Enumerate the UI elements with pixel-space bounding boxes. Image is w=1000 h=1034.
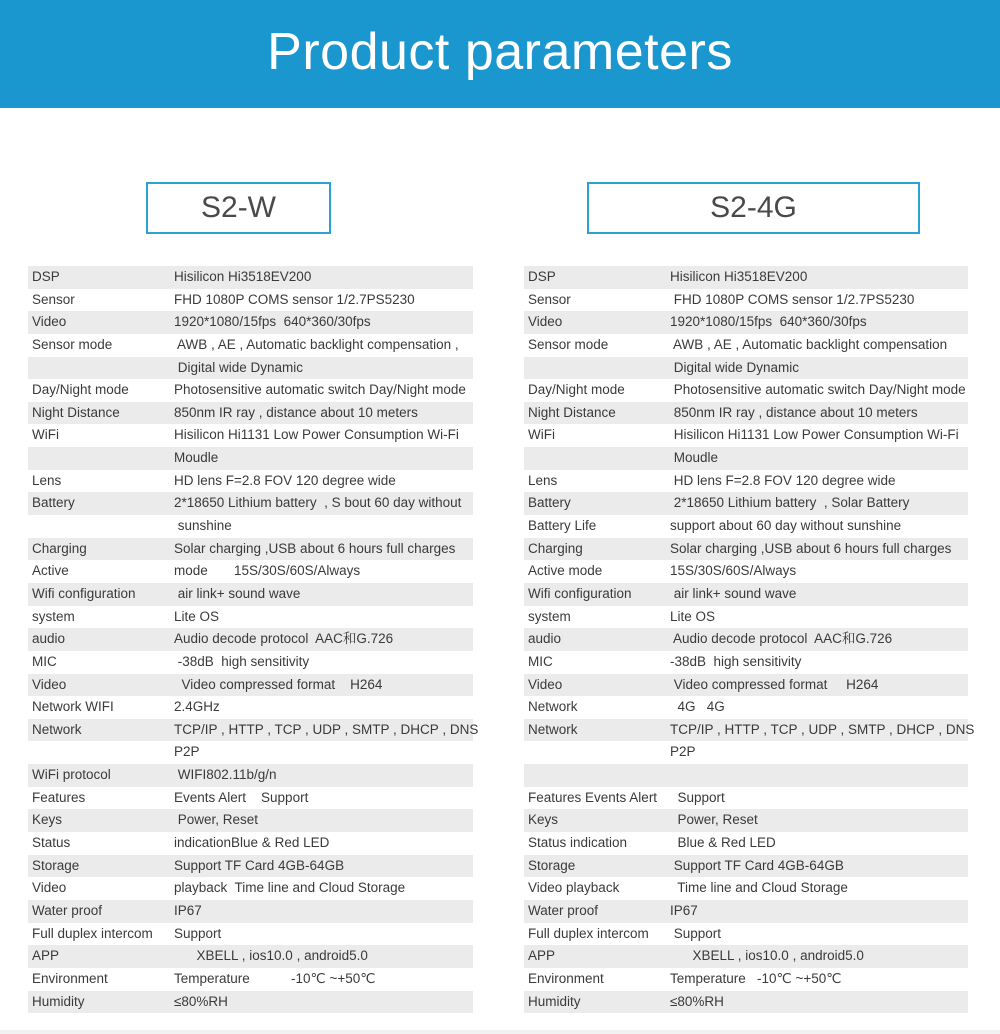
- header-banner: [0, 0, 1000, 108]
- spec-value: 850nm IR ray , distance about 10 meters: [174, 404, 418, 420]
- spec-value: indicationBlue & Red LED: [174, 835, 330, 851]
- spec-row: [524, 787, 968, 810]
- spec-row: [28, 832, 473, 855]
- spec-label: Charging: [528, 540, 583, 556]
- spec-label: Keys: [528, 812, 559, 828]
- spec-value: FHD 1080P COMS sensor 1/2.7PS5230: [174, 291, 415, 307]
- spec-label: Video playback: [528, 880, 620, 896]
- spec-value: Audio decode protocol AAC和G.726: [174, 631, 394, 647]
- spec-row: [524, 764, 968, 787]
- spec-value: Lite OS: [174, 608, 220, 624]
- spec-row: [524, 379, 968, 402]
- spec-row: [524, 266, 968, 289]
- spec-label: WiFi: [528, 427, 555, 443]
- spec-value: Lite OS: [670, 608, 716, 624]
- spec-value: TCP/IP , HTTP , TCP , UDP , SMTP , DHCP , DNS: [174, 721, 479, 737]
- spec-value: Temperature -10℃ ~+50℃: [174, 970, 376, 986]
- spec-label: system: [32, 608, 75, 624]
- spec-value: XBELL , ios10.0 , android5.0: [174, 948, 368, 964]
- spec-label: Battery Life: [528, 518, 597, 534]
- spec-value: Digital wide Dynamic: [174, 359, 304, 375]
- spec-row: [524, 628, 968, 651]
- spec-label: Night Distance: [32, 404, 120, 420]
- spec-label: Night Distance: [528, 404, 616, 420]
- spec-label: Battery: [528, 495, 571, 511]
- spec-label: Features Events Alert: [528, 789, 658, 805]
- spec-label: Day/Night mode: [528, 382, 625, 398]
- spec-row: [28, 266, 473, 289]
- spec-value: XBELL , ios10.0 , android5.0: [670, 948, 864, 964]
- page-title: Product parameters: [267, 23, 733, 81]
- spec-value: Time line and Cloud Storage: [670, 880, 848, 896]
- spec-row: [28, 900, 473, 923]
- spec-row: [524, 492, 968, 515]
- spec-label: Lens: [32, 472, 62, 488]
- spec-label: Day/Night mode: [32, 382, 129, 398]
- spec-row: [524, 719, 975, 742]
- spec-row: [28, 560, 473, 583]
- spec-value: 850nm IR ray , distance about 10 meters: [670, 404, 918, 420]
- spec-label: WiFi protocol: [32, 767, 111, 783]
- spec-label: audio: [528, 631, 562, 647]
- spec-value: TCP/IP , HTTP , TCP , UDP , SMTP , DHCP , DNS: [670, 721, 975, 737]
- spec-row: [524, 289, 968, 312]
- spec-row: [28, 991, 473, 1014]
- spec-label: system: [528, 608, 571, 624]
- spec-label: Status: [32, 835, 71, 851]
- spec-label: Network WIFI: [32, 699, 114, 715]
- spec-label: WiFi: [32, 427, 59, 443]
- spec-row: [28, 628, 473, 651]
- spec-row: [28, 357, 473, 380]
- spec-row: [524, 923, 968, 946]
- spec-row: [28, 696, 473, 719]
- spec-row: [28, 334, 473, 357]
- spec-row: [28, 945, 473, 968]
- spec-value: IP67: [174, 902, 202, 918]
- spec-value: ≤80%RH: [174, 993, 228, 1009]
- spec-row: [28, 764, 473, 787]
- spec-row: [28, 311, 473, 334]
- spec-value: Video compressed format H264: [174, 676, 383, 692]
- spec-value: Hisilicon Hi3518EV200: [174, 269, 312, 284]
- spec-label: Environment: [528, 970, 604, 986]
- spec-label: Video: [32, 314, 67, 330]
- spec-value: 1920*1080/15fps 640*360/30fps: [174, 314, 371, 330]
- spec-value: Audio decode protocol AAC和G.726: [670, 631, 893, 647]
- spec-value: -38dB high sensitivity: [670, 653, 802, 669]
- spec-value: Support: [670, 925, 722, 941]
- spec-row: [28, 877, 473, 900]
- spec-value: Solar charging ,USB about 6 hours full charges: [174, 540, 456, 556]
- spec-label: Environment: [32, 970, 108, 986]
- spec-row: [524, 855, 968, 878]
- spec-row: [28, 424, 473, 447]
- spec-table-left: [28, 266, 479, 1013]
- spec-value: FHD 1080P COMS sensor 1/2.7PS5230: [670, 291, 915, 307]
- spec-row: [524, 424, 968, 447]
- spec-row: [28, 651, 473, 674]
- spec-value: 4G 4G: [670, 699, 725, 715]
- spec-value: mode 15S/30S/60S/Always: [174, 563, 361, 579]
- spec-value: Moudle: [670, 450, 719, 466]
- spec-row: [524, 311, 968, 334]
- spec-row: [28, 289, 473, 312]
- spec-value: Support: [670, 789, 725, 805]
- spec-label: Video: [32, 880, 67, 896]
- spec-row: [524, 696, 968, 719]
- spec-row: [524, 447, 968, 470]
- spec-row: [524, 515, 968, 538]
- bottom-divider: [0, 1030, 1000, 1034]
- spec-label: MIC: [528, 653, 553, 669]
- spec-label: audio: [32, 631, 66, 647]
- spec-table-right: [524, 266, 975, 1013]
- spec-value: AWB , AE , Automatic backlight compensation: [670, 336, 948, 352]
- spec-value: Hisilicon Hi1131 Low Power Consumption Wi-Fi: [670, 427, 959, 443]
- spec-value: 1920*1080/15fps 640*360/30fps: [670, 314, 867, 330]
- spec-value: P2P: [670, 744, 696, 760]
- spec-label: DSP: [528, 269, 556, 284]
- spec-value: Support TF Card 4GB-64GB: [174, 857, 345, 873]
- spec-value: Solar charging ,USB about 6 hours full charges: [670, 540, 952, 556]
- spec-value: support about 60 day without sunshine: [670, 518, 902, 534]
- spec-label: Network: [528, 721, 578, 737]
- spec-value: air link+ sound wave: [670, 585, 797, 601]
- spec-label: Humidity: [32, 993, 85, 1009]
- spec-label: DSP: [32, 269, 60, 284]
- spec-value: WIFI802.11b/g/n: [174, 767, 277, 783]
- spec-row: [28, 674, 473, 697]
- spec-label: Network: [528, 699, 578, 715]
- spec-value: Photosensitive automatic switch Day/Night mode: [670, 382, 966, 398]
- spec-label: Features: [32, 789, 86, 805]
- spec-label: Wifi configuration: [528, 585, 632, 601]
- spec-value: Digital wide Dynamic: [670, 359, 800, 375]
- spec-value: Moudle: [174, 450, 219, 466]
- spec-label: Charging: [32, 540, 87, 556]
- model-label-right: S2-4G: [587, 182, 920, 234]
- spec-value: P2P: [174, 744, 200, 760]
- spec-value: air link+ sound wave: [174, 585, 301, 601]
- spec-row: [524, 968, 968, 991]
- spec-label: Storage: [32, 857, 80, 873]
- spec-label: Full duplex intercom: [528, 925, 649, 941]
- spec-row: [524, 991, 968, 1014]
- spec-value: 2*18650 Lithium battery , Solar Battery: [670, 495, 910, 511]
- spec-label: Video: [528, 314, 563, 330]
- spec-row: [28, 447, 473, 470]
- spec-label: Water proof: [528, 902, 599, 918]
- spec-value: Photosensitive automatic switch Day/Night mode: [174, 382, 466, 398]
- spec-value: sunshine: [174, 518, 232, 534]
- spec-value: HD lens F=2.8 FOV 120 degree wide: [670, 472, 896, 488]
- spec-label: Keys: [32, 812, 63, 828]
- model-label-left: S2-W: [146, 182, 331, 234]
- spec-value: Power, Reset: [174, 812, 259, 828]
- spec-value: Video compressed format H264: [670, 676, 879, 692]
- spec-label: MIC: [32, 653, 57, 669]
- spec-row: [524, 651, 968, 674]
- spec-label: Battery: [32, 495, 75, 511]
- spec-label: Sensor: [528, 291, 571, 307]
- spec-label: Status indication: [528, 835, 628, 851]
- spec-label: Humidity: [528, 993, 581, 1009]
- spec-row: [28, 809, 473, 832]
- spec-row: [28, 719, 479, 742]
- spec-value: Power, Reset: [670, 812, 758, 828]
- spec-label: Sensor: [32, 291, 75, 307]
- spec-row: [28, 583, 473, 606]
- spec-row: [524, 560, 968, 583]
- spec-row: [524, 900, 968, 923]
- spec-value: 15S/30S/60S/Always: [670, 563, 797, 579]
- spec-row: [28, 492, 473, 515]
- spec-row: [28, 470, 473, 493]
- spec-label: Sensor mode: [528, 336, 609, 352]
- spec-row: [524, 832, 968, 855]
- spec-row: [28, 515, 473, 538]
- spec-label: Video: [32, 676, 67, 692]
- spec-value: Events Alert Support: [174, 789, 309, 805]
- spec-label: Sensor mode: [32, 336, 113, 352]
- spec-row: [28, 787, 473, 810]
- spec-value: Support TF Card 4GB-64GB: [670, 857, 844, 873]
- spec-value: playback Time line and Cloud Storage: [174, 880, 406, 896]
- spec-value: Hisilicon Hi1131 Low Power Consumption Wi-Fi: [174, 427, 459, 443]
- spec-row: [524, 606, 968, 629]
- spec-row: [28, 606, 473, 629]
- spec-row: [524, 877, 968, 900]
- spec-value: Hisilicon Hi3518EV200: [670, 269, 808, 284]
- spec-value: AWB , AE , Automatic backlight compensation ,: [174, 336, 459, 352]
- spec-label: Active: [32, 563, 69, 579]
- spec-row: [524, 945, 968, 968]
- spec-value: Blue & Red LED: [670, 835, 776, 851]
- spec-row: [524, 357, 968, 380]
- spec-row: [524, 538, 968, 561]
- spec-row: [524, 583, 968, 606]
- spec-value: Support: [174, 925, 222, 941]
- spec-row: [28, 855, 473, 878]
- spec-row: [28, 968, 473, 991]
- spec-value: -38dB high sensitivity: [174, 653, 310, 669]
- spec-label: APP: [528, 948, 556, 964]
- spec-value: 2.4GHz: [174, 699, 220, 715]
- spec-row: [524, 402, 968, 425]
- spec-row: [28, 923, 473, 946]
- spec-row: [28, 402, 473, 425]
- spec-row: [524, 809, 968, 832]
- spec-label: Lens: [528, 472, 558, 488]
- spec-row: [524, 741, 968, 764]
- spec-label: Water proof: [32, 902, 103, 918]
- spec-value: ≤80%RH: [670, 993, 724, 1009]
- spec-label: Network: [32, 721, 82, 737]
- spec-value: 2*18650 Lithium battery , S bout 60 day without: [174, 495, 462, 511]
- spec-row: [524, 334, 968, 357]
- spec-row: [28, 538, 473, 561]
- spec-value: Temperature -10℃ ~+50℃: [670, 970, 842, 986]
- spec-label: APP: [32, 948, 60, 964]
- spec-row: [28, 741, 473, 764]
- spec-value: HD lens F=2.8 FOV 120 degree wide: [174, 472, 396, 488]
- spec-row: [524, 674, 968, 697]
- spec-row: [28, 379, 473, 402]
- spec-row: [524, 470, 968, 493]
- spec-label: Wifi configuration: [32, 585, 136, 601]
- spec-label: Active mode: [528, 563, 603, 579]
- spec-label: Storage: [528, 857, 576, 873]
- spec-label: Full duplex intercom: [32, 925, 153, 941]
- spec-label: Video: [528, 676, 563, 692]
- spec-value: IP67: [670, 902, 698, 918]
